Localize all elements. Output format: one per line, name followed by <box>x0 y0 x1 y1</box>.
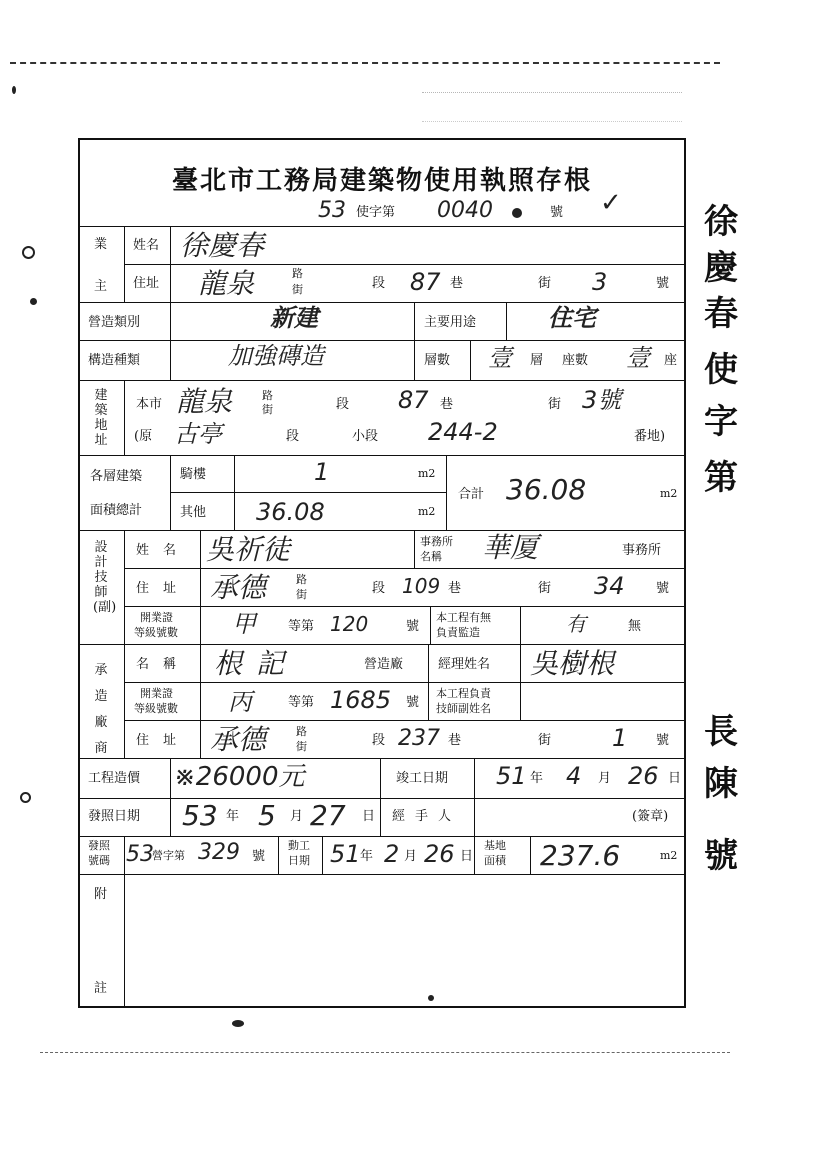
site-street-label: 街 <box>548 397 562 412</box>
remarks-label: 附 <box>94 887 108 902</box>
owner-addr-street-label: 街 <box>538 276 552 291</box>
designer-supervise-label: 負責監造 <box>436 626 480 639</box>
complete-day: 26 <box>628 762 659 790</box>
permit-label: 發照 <box>88 839 110 852</box>
site-lot-label: 番地) <box>634 429 666 444</box>
site-lane-label: 巷 <box>440 397 454 412</box>
owner-section-label: 業 <box>94 237 108 252</box>
scan-edge-bottom <box>40 1052 730 1053</box>
start-day: 26 <box>424 840 455 868</box>
scan-speck <box>12 86 16 94</box>
site-city-label: 本市 <box>136 397 163 412</box>
contractor-addr-label: 住址 <box>136 733 191 748</box>
rule <box>520 644 521 720</box>
designer-name: 吳祈徒 <box>206 533 291 566</box>
rule <box>322 836 323 874</box>
handler-label: 經手人 <box>392 809 462 824</box>
site-section-label: 建築地址 <box>94 388 108 448</box>
base-area-value: 237.6 <box>540 839 621 872</box>
contractor-manager: 吳樹根 <box>530 647 615 680</box>
owner-section-label: 主 <box>94 279 108 294</box>
complete-label: 竣工日期 <box>396 771 449 786</box>
rule <box>474 798 475 836</box>
scan-speck <box>20 792 31 803</box>
permit-number: 329 <box>198 840 240 865</box>
designer-cert-label: 開業證 <box>140 611 173 624</box>
rule <box>170 758 171 798</box>
site-lot: 244-2 <box>428 418 498 446</box>
side-stamp-char: 號 <box>704 836 738 876</box>
contractor-manager-label: 經理姓名 <box>438 657 491 672</box>
count-value: 壹 <box>626 344 650 372</box>
rule <box>520 606 521 644</box>
license-number: 0040 <box>437 198 493 223</box>
structure-value: 加強磚造 <box>228 342 324 370</box>
rule <box>124 682 686 683</box>
rule <box>124 226 125 302</box>
contractor-section-label: 承造廠商 <box>94 663 108 756</box>
issue-day-unit: 日 <box>362 809 376 824</box>
rule <box>470 340 471 380</box>
start-month: 2 <box>384 840 400 868</box>
issue-year-unit: 年 <box>226 809 240 824</box>
site-road-sub: 路 <box>262 389 273 402</box>
designer-addr-lane: 109 <box>402 574 441 598</box>
rule <box>78 836 686 837</box>
contractor-addr-street-label: 街 <box>538 733 552 748</box>
rule <box>124 530 125 644</box>
designer-addr-duan: 段 <box>372 581 386 596</box>
area-floor-value: 1 <box>314 458 330 486</box>
site-duan-label: 段 <box>336 397 350 412</box>
designer-addr-road: 承德 <box>210 571 267 604</box>
issue-year: 53 <box>182 799 218 832</box>
designer-office-label: 名稱 <box>420 550 442 563</box>
designer-addr-road-sub: 路 <box>296 573 307 586</box>
ink-dot <box>512 208 522 218</box>
area-total-unit: m2 <box>660 487 678 500</box>
rule <box>474 836 475 874</box>
contractor-tech-label: 本工程負責 <box>436 687 491 700</box>
area-label: 各層建築 <box>90 469 143 484</box>
side-stamp-char: 陳 <box>704 764 738 804</box>
site-small-duan-label: 小段 <box>352 429 379 444</box>
issue-label: 發照日期 <box>88 809 141 824</box>
rule <box>430 606 431 644</box>
issue-day: 27 <box>310 799 346 832</box>
contractor-name-label: 名稱 <box>136 657 191 672</box>
complete-day-unit: 日 <box>668 771 682 786</box>
designer-addr-no-label: 號 <box>656 581 670 596</box>
contractor-addr-no-label: 號 <box>656 733 670 748</box>
designer-cert-mid: 等第 <box>288 619 315 634</box>
designer-cert-label: 等級號數 <box>134 626 178 639</box>
start-day-unit: 日 <box>460 849 474 864</box>
side-stamp-char: 長 <box>704 712 738 752</box>
rule <box>124 568 686 569</box>
designer-cert-suffix: 號 <box>406 619 420 634</box>
construction-type-value: 新建 <box>270 304 318 332</box>
designer-office: 華厦 <box>482 531 539 564</box>
site-orig-duan-label: 段 <box>286 429 300 444</box>
designer-office-label: 事務所 <box>420 535 453 548</box>
owner-addr-lane: 87 <box>410 268 441 296</box>
rule <box>170 798 171 836</box>
issue-month: 5 <box>258 799 276 832</box>
designer-supervise-label: 本工程有無 <box>436 611 491 624</box>
permit-prefix: 營字第 <box>152 849 185 862</box>
rule <box>200 568 201 644</box>
designer-cert-grade: 甲 <box>232 610 256 638</box>
floors-value: 壹 <box>488 344 512 372</box>
rule <box>414 530 415 568</box>
area-floor-unit: m2 <box>418 467 436 480</box>
issue-month-unit: 月 <box>290 809 304 824</box>
contractor-addr-lane-label: 巷 <box>448 733 462 748</box>
rule <box>170 492 446 493</box>
permit-suffix: 號 <box>252 849 266 864</box>
start-label: 動工 <box>288 839 310 852</box>
construction-type-label: 營造類別 <box>88 315 141 330</box>
count-label: 座數 <box>562 353 589 368</box>
designer-addr-street-label: 街 <box>538 581 552 596</box>
check-mark: ✓ <box>600 188 622 218</box>
rule <box>124 380 125 455</box>
rule <box>170 302 171 380</box>
owner-name: 徐慶春 <box>180 229 265 262</box>
rule <box>278 836 279 874</box>
rule <box>200 644 201 758</box>
start-month-unit: 月 <box>404 849 418 864</box>
base-area-unit: m2 <box>660 849 678 862</box>
site-orig-duan-value: 古亭 <box>174 420 222 448</box>
rule <box>170 455 171 530</box>
owner-addr-road-sub: 街 <box>292 283 303 296</box>
rule <box>78 530 686 531</box>
designer-section-label: 設計技師(副) <box>93 540 117 615</box>
scan-edge-top <box>10 62 720 64</box>
rule <box>78 874 686 875</box>
floor-unit: 層 <box>530 353 544 368</box>
owner-addr-lane-label: 巷 <box>450 276 464 291</box>
owner-addr-road-sub: 路 <box>292 267 303 280</box>
contractor-cert-mid: 等第 <box>288 695 315 710</box>
cost-value: ※26000元 <box>174 762 305 792</box>
designer-name-label: 姓名 <box>136 543 191 558</box>
owner-addr-no: 3 <box>592 268 608 296</box>
start-year-unit: 年 <box>360 849 374 864</box>
designer-supervise-none: 無 <box>628 619 642 634</box>
rule <box>170 226 171 302</box>
designer-addr-label: 住址 <box>136 581 191 596</box>
license-prefix: 使字第 <box>356 205 396 220</box>
base-area-label: 面積 <box>484 854 506 867</box>
side-stamp-char: 慶 <box>704 248 738 288</box>
scan-speck <box>232 1020 244 1027</box>
designer-office-suffix: 事務所 <box>622 543 662 558</box>
rule <box>380 758 381 798</box>
contractor-cert-suffix: 號 <box>406 695 420 710</box>
designer-cert-no: 120 <box>330 612 369 636</box>
area-other-unit: m2 <box>418 505 436 518</box>
structure-label: 構造種類 <box>88 353 141 368</box>
area-other-label: 其他 <box>180 505 207 520</box>
cost-label: 工程造價 <box>88 771 141 786</box>
rule <box>234 455 235 530</box>
scan-speck <box>22 246 35 259</box>
rule <box>446 455 447 530</box>
contractor-cert-grade: 丙 <box>228 688 252 716</box>
site-orig-label: (原 <box>134 429 153 444</box>
side-stamp-char: 字 <box>704 402 738 442</box>
rule <box>474 758 475 798</box>
designer-addr-road-sub: 街 <box>296 588 307 601</box>
rule <box>506 302 507 340</box>
rule <box>428 644 429 720</box>
complete-month-unit: 月 <box>598 771 612 786</box>
permit-year: 53 <box>126 842 154 867</box>
side-stamp-char: 春 <box>704 294 738 334</box>
remarks-label: 註 <box>94 981 108 996</box>
scan-speck <box>30 298 37 305</box>
rule <box>124 836 125 874</box>
complete-year-unit: 年 <box>530 771 544 786</box>
side-stamp-char: 徐 <box>704 202 738 242</box>
rule <box>78 644 686 645</box>
contractor-addr-no: 1 <box>612 724 628 752</box>
site-no: 3號 <box>582 386 622 414</box>
rule <box>414 302 415 380</box>
contractor-cert-label: 等級號數 <box>134 702 178 715</box>
main-use-value: 住宅 <box>548 304 596 332</box>
area-total-label: 合計 <box>458 487 485 502</box>
rule <box>124 874 125 1008</box>
license-suffix: 號 <box>550 205 564 220</box>
rule <box>124 606 686 607</box>
start-label: 日期 <box>288 854 310 867</box>
contractor-addr-road-sub: 路 <box>296 725 307 738</box>
rule <box>124 720 686 721</box>
area-label: 面積總計 <box>90 503 143 518</box>
form-title: 臺北市工務局建築物使用執照存根 <box>171 166 592 196</box>
complete-month: 4 <box>566 762 582 790</box>
rule <box>200 530 201 568</box>
designer-addr-no: 34 <box>594 572 625 600</box>
site-lane: 87 <box>398 386 429 414</box>
scan-faint-text <box>422 92 682 122</box>
floors-label: 層數 <box>424 353 451 368</box>
contractor-name-suffix: 營造廠 <box>364 657 404 672</box>
rule <box>78 380 686 381</box>
rule <box>380 798 381 836</box>
contractor-cert-label: 開業證 <box>140 687 173 700</box>
complete-year: 51 <box>496 762 527 790</box>
rule <box>124 264 686 265</box>
designer-addr-lane-label: 巷 <box>448 581 462 596</box>
contractor-name: 根記 <box>214 647 299 680</box>
main-use-label: 主要用途 <box>424 315 477 330</box>
seal-label: (簽章) <box>632 809 669 824</box>
rule <box>530 836 531 874</box>
contractor-addr-duan: 段 <box>372 733 386 748</box>
owner-addr-label: 住址 <box>133 276 160 291</box>
rule <box>124 644 125 758</box>
contractor-tech-label: 技師副姓名 <box>436 702 491 715</box>
owner-addr-duan: 段 <box>372 276 386 291</box>
license-year: 53 <box>318 198 346 223</box>
count-unit: 座 <box>664 353 678 368</box>
contractor-cert-no: 1685 <box>330 686 392 714</box>
owner-name-label: 姓名 <box>133 238 160 253</box>
site-road-sub: 街 <box>262 403 273 416</box>
contractor-addr-lane: 237 <box>398 726 440 751</box>
side-stamp-char: 第 <box>704 458 738 498</box>
start-year: 51 <box>330 840 361 868</box>
designer-supervise-value: 有 <box>566 612 586 636</box>
area-floor-label: 騎樓 <box>180 467 207 482</box>
base-area-label: 基地 <box>484 839 506 852</box>
area-total-value: 36.08 <box>506 473 587 506</box>
contractor-addr-road: 承德 <box>210 723 267 756</box>
area-other-value: 36.08 <box>256 498 325 526</box>
owner-addr-no-label: 號 <box>656 276 670 291</box>
permit-label: 號碼 <box>88 854 110 867</box>
owner-addr-road: 龍泉 <box>198 267 255 300</box>
site-road: 龍泉 <box>176 385 233 418</box>
remarks-area <box>126 876 684 1006</box>
contractor-addr-road-sub: 街 <box>296 740 307 753</box>
side-stamp-char: 使 <box>704 350 738 390</box>
